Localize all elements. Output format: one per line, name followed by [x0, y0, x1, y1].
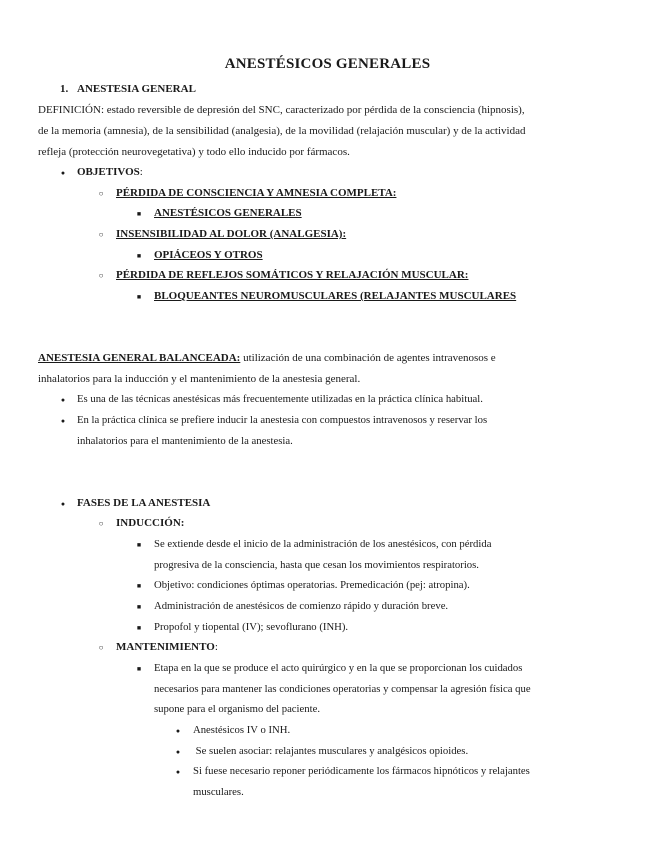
- balanceada-paragraph-line: inhalatorios para la inducción y el mantenimiento de la anestesia general.: [38, 373, 361, 385]
- objetivo-subitem: BLOQUEANTES NEUROMUSCULARES (RELAJANTES MUSCULARES: [154, 290, 517, 302]
- circle-bullet-icon: [96, 227, 106, 242]
- induccion-item: Administración de anestésicos de comienzo rápido y duración breve.: [154, 600, 449, 612]
- objetivo-item: INSENSIBILIDAD AL DOLOR (ANALGESIA):: [116, 228, 347, 240]
- square-bullet-icon: [134, 537, 144, 552]
- induccion-item-cont: progresiva de la consciencia, hasta que cesan los movimientos respiratorios.: [154, 559, 479, 571]
- balanceada-bullet-cont: inhalatorios para el mantenimiento de la anestesia.: [77, 435, 293, 447]
- fases-heading: FASES DE LA ANESTESIA: [77, 497, 211, 509]
- square-bullet-icon: [134, 661, 144, 676]
- square-bullet-icon: [134, 578, 144, 593]
- objetivo-item: PÉRDIDA DE CONSCIENCIA Y AMNESIA COMPLETA:: [116, 187, 397, 199]
- mantenimiento-item-cont: necesarios para mantener las condiciones operatorias y compensar la agresión física que: [154, 683, 531, 695]
- bullet-icon: [173, 744, 183, 759]
- objetivos-heading: OBJETIVOS:: [77, 166, 143, 178]
- induccion-heading: INDUCCIÓN:: [116, 517, 185, 529]
- balanceada-paragraph: ANESTESIA GENERAL BALANCEADA: utilización de una combinación de agentes intravenosos e: [38, 352, 496, 364]
- mantenimiento-item: Etapa en la que se produce el acto quirúrgico y en la que se proporcionan los cuidados: [154, 662, 523, 674]
- circle-bullet-icon: [96, 186, 106, 201]
- bullet-icon: [173, 764, 183, 779]
- definition-line: refleja (protección neurovegetativa) y todo ello inducido por fármacos.: [38, 146, 350, 158]
- mantenimiento-subitem: Se suelen asociar: relajantes musculares y analgésicos opioides.: [193, 745, 469, 757]
- induccion-item: Propofol y tiopental (IV); sevoflurano (INH).: [154, 621, 349, 633]
- document-title: ANESTÉSICOS GENERALES: [224, 56, 431, 72]
- balanceada-label: ANESTESIA GENERAL BALANCEADA:: [38, 352, 241, 364]
- square-bullet-icon: [134, 248, 144, 263]
- definition-line: DEFINICIÓN: estado reversible de depresión del SNC, caracterizado por pérdida de la consciencia (hipnosis),: [38, 104, 525, 116]
- mantenimiento-heading: MANTENIMIENTO:: [116, 641, 218, 653]
- section-number: 1.: [60, 83, 69, 95]
- mantenimiento-subitem-cont: musculares.: [193, 786, 244, 798]
- bullet-icon: [58, 413, 68, 428]
- square-bullet-icon: [134, 289, 144, 304]
- mantenimiento-subitem: Si fuese necesario reponer periódicamente los fármacos hipnóticos y relajantes: [193, 765, 530, 777]
- mantenimiento-item-cont: supone para el organismo del paciente.: [154, 703, 320, 715]
- definition-line: de la memoria (amnesia), de la sensibilidad (analgesia), de la movilidad (relajación muscular) y de la actividad: [38, 125, 526, 137]
- induccion-item: Se extiende desde el inicio de la administración de los anestésicos, con pérdida: [154, 538, 492, 550]
- objetivo-item: PÉRDIDA DE REFLEJOS SOMÁTICOS Y RELAJACIÓN MUSCULAR:: [116, 269, 469, 281]
- circle-bullet-icon: [96, 268, 106, 283]
- circle-bullet-icon: [96, 640, 106, 655]
- square-bullet-icon: [134, 620, 144, 635]
- bullet-icon: [58, 165, 68, 180]
- objetivo-subitem: ANESTÉSICOS GENERALES: [154, 207, 302, 219]
- bullet-icon: [173, 723, 183, 738]
- bullet-icon: [58, 392, 68, 407]
- bullet-icon: [58, 496, 68, 511]
- circle-bullet-icon: [96, 516, 106, 531]
- balanceada-bullet: En la práctica clínica se prefiere inducir la anestesia con compuestos intravenosos y reservar los: [77, 414, 488, 426]
- objetivo-subitem: OPIÁCEOS Y OTROS: [154, 249, 263, 261]
- square-bullet-icon: [134, 599, 144, 614]
- mantenimiento-subitem: Anestésicos IV o INH.: [193, 724, 291, 736]
- section-heading: ANESTESIA GENERAL: [77, 83, 196, 95]
- induccion-item: Objetivo: condiciones óptimas operatorias. Premedicación (pej: atropina).: [154, 579, 470, 591]
- balanceada-bullet: Es una de las técnicas anestésicas más frecuentemente utilizadas en la práctica clínica habitual.: [77, 393, 483, 405]
- square-bullet-icon: [134, 206, 144, 221]
